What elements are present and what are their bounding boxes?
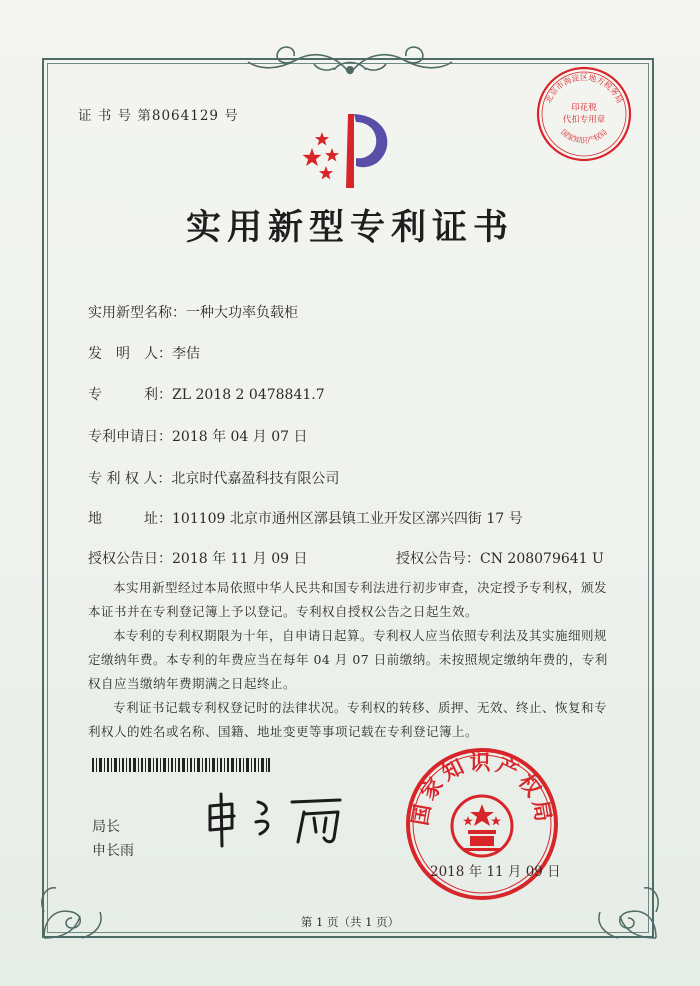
field-grant-date bbox=[88, 548, 308, 568]
seal-date: 2018 年 11 月 09 日 bbox=[430, 864, 561, 880]
field-label: 专利申请日： bbox=[88, 429, 172, 445]
field-inventor bbox=[88, 343, 200, 363]
field-label: 专 利 权 人： bbox=[88, 471, 172, 487]
body-paragraph: 专利证书记载专利权登记时的法律状况。专利权的转移、质押、无效、终止、恢复和专利权人的姓名或名称、国籍、地址变更等事项记载在专利登记簿上。 bbox=[88, 700, 608, 739]
field-label: 专 利： bbox=[88, 387, 172, 403]
field-value: 李佶 bbox=[172, 346, 200, 362]
national-emblem-icon bbox=[452, 796, 512, 856]
seal-ring-text: 国家知识产权局 bbox=[407, 750, 557, 828]
field-label: 授权公告日： bbox=[88, 551, 172, 567]
field-value: 101109 北京市通州区漷县镇工业开发区漷兴四街 17 号 bbox=[172, 511, 523, 527]
director-signature bbox=[200, 788, 360, 852]
page-footer: 第 1 页（共 1 页） bbox=[300, 915, 400, 929]
bottom-left-ornament bbox=[36, 868, 110, 944]
bottom-right-ornament bbox=[590, 868, 664, 944]
field-patentee bbox=[88, 468, 339, 488]
certificate-body bbox=[88, 576, 613, 744]
top-ornament bbox=[244, 40, 456, 80]
barcode bbox=[92, 758, 270, 772]
field-value: 2018 年 11 月 09 日 bbox=[172, 551, 308, 567]
field-patent-number bbox=[88, 384, 325, 404]
director-name: 申长雨 bbox=[92, 843, 134, 859]
tax-seal-ring-text: 北京市海淀区地方税务局 bbox=[543, 73, 625, 105]
field-label: 发 明 人： bbox=[88, 346, 172, 362]
field-label: 授权公告号： bbox=[396, 551, 480, 567]
field-grant-number bbox=[396, 548, 604, 568]
field-value: CN 208079641 U bbox=[480, 551, 604, 567]
certificate-title: 实用新型专利证书 bbox=[185, 207, 514, 248]
tax-seal-center-line1: 印花税 bbox=[571, 103, 597, 113]
field-label: 地 址： bbox=[88, 511, 172, 527]
director-title: 局长 bbox=[92, 819, 120, 835]
field-value: 一种大功率负载柜 bbox=[186, 305, 298, 321]
cnipa-logo bbox=[292, 108, 402, 192]
field-value: ZL 2018 2 0478841.7 bbox=[172, 387, 325, 403]
field-value: 2018 年 04 月 07 日 bbox=[172, 429, 308, 445]
tax-stamp-seal bbox=[532, 62, 636, 166]
field-value: 北京时代嘉盈科技有限公司 bbox=[171, 471, 340, 487]
tax-seal-bottom-text: 国家知识产权局 bbox=[559, 127, 609, 145]
field-utility-model-name bbox=[88, 302, 298, 322]
body-paragraph: 本实用新型经过本局依照中华人民共和国专利法进行初步审查，决定授予专利权，颁发本证书并在专利登记簿上予以登记。专利权自授权公告之日起生效。 bbox=[88, 580, 608, 619]
svg-text:国家知识产权局 bbox=[559, 127, 609, 144]
field-label: 实用新型名称： bbox=[88, 305, 186, 321]
body-paragraph: 本专利的专利权期限为十年，自申请日起算。专利权人应当依照专利法及其实施细则规定缴纳年费。本专利的年费应当在每年 04 月 07 日前缴纳。未按照规定缴纳年费的，专利权自应当缴纳年费期满之日起终止。 bbox=[88, 628, 608, 691]
field-address bbox=[88, 508, 523, 528]
tax-seal-center-line2: 代扣专用章 bbox=[562, 115, 606, 125]
field-application-date bbox=[88, 426, 308, 446]
certificate-number: 证 书 号 第8064129 号 bbox=[78, 108, 239, 124]
